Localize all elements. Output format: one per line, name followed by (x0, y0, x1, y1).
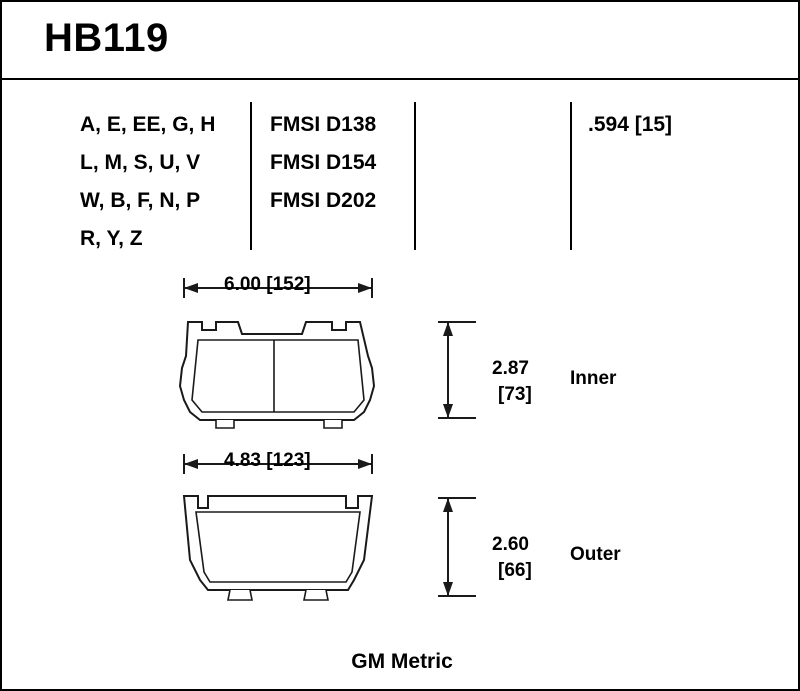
pad-drawings (2, 260, 800, 640)
compound-row: A, E, EE, G, H (80, 113, 216, 136)
table-divider-1 (250, 102, 252, 250)
inner-height-dimension-inches: 2.87 (492, 358, 529, 379)
page-title: HB119 (44, 16, 169, 60)
inner-pad-label: Inner (570, 368, 617, 389)
thickness-value: .594 [15] (588, 113, 673, 136)
application-label: GM Metric (351, 650, 453, 673)
compound-row: L, M, S, U, V (80, 151, 201, 174)
spec-table (2, 80, 800, 260)
fmsi-row: FMSI D154 (270, 151, 377, 174)
pad-outline-graphics (2, 260, 800, 640)
outer-width-dimension: 4.83 [123] (224, 450, 311, 471)
compound-codes-column (80, 106, 240, 258)
fmsi-numbers-column (270, 106, 420, 220)
compound-row: R, Y, Z (80, 227, 143, 250)
outer-height-dimension-inches: 2.60 (492, 534, 529, 555)
outer-pad-label: Outer (570, 544, 621, 565)
table-divider-2 (414, 102, 416, 250)
fmsi-row: FMSI D138 (270, 113, 377, 136)
fmsi-row: FMSI D202 (270, 189, 377, 212)
outer-height-dimension-mm: [66] (498, 560, 532, 581)
compound-row: W, B, F, N, P (80, 189, 201, 212)
inner-width-dimension: 6.00 [152] (224, 274, 311, 295)
table-divider-3 (570, 102, 572, 250)
inner-height-dimension-mm: [73] (498, 384, 532, 405)
